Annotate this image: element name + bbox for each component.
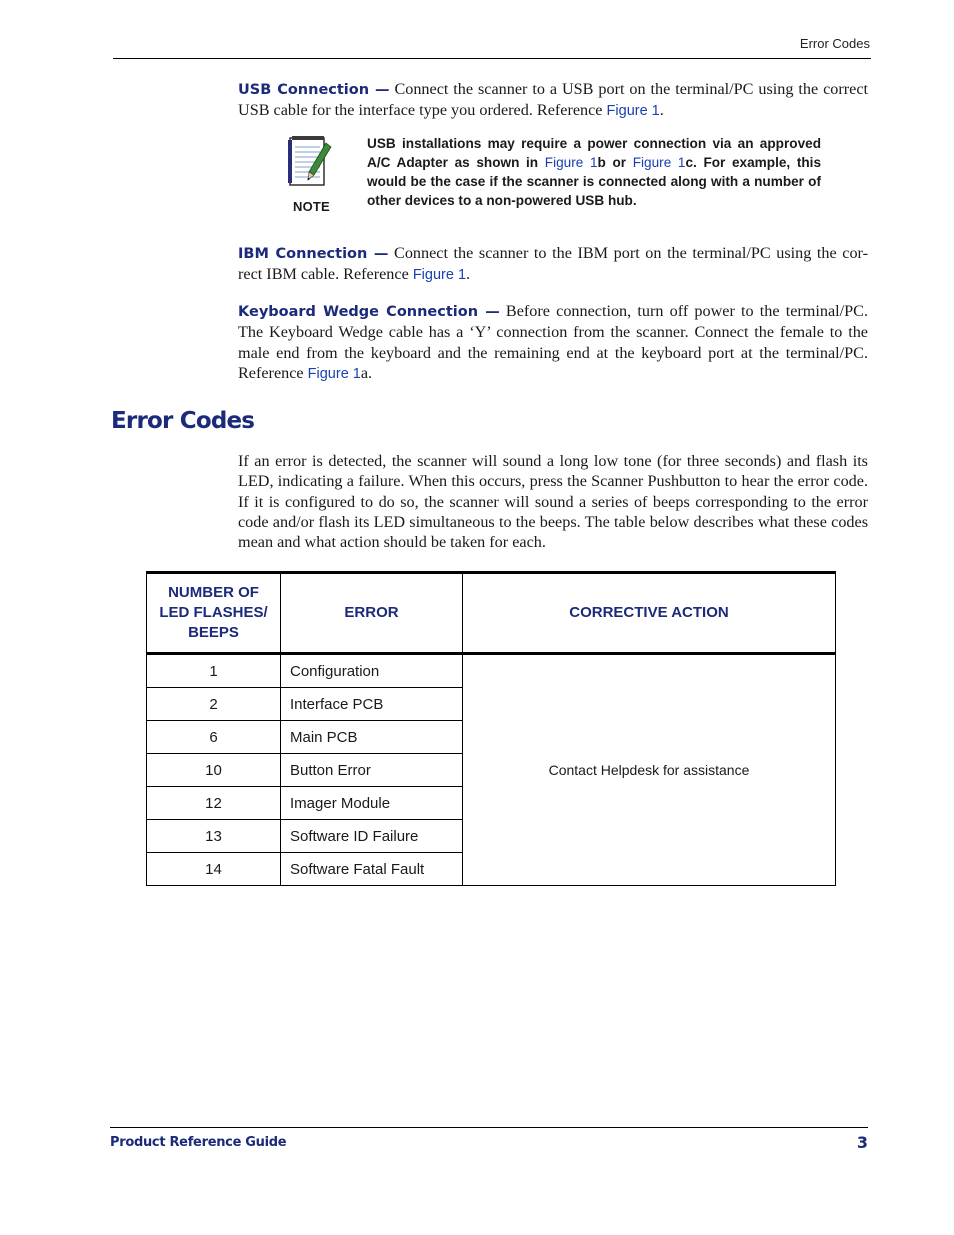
note-label: NOTE — [293, 199, 330, 214]
led-flash-count: 6 — [147, 721, 281, 754]
keyboard-wedge-figure-link[interactable]: Figure 1 — [307, 365, 361, 382]
usb-connection-paragraph: USB Connection — Connect the scanner to a USB port on the terminal/PC using the correct USB cable for the interface type you ordered. Reference Figure 1. — [238, 80, 869, 120]
corrective-action: Contact Helpdesk for assistance — [463, 654, 836, 886]
note-figure-link-1[interactable]: Figure 1 — [544, 155, 598, 170]
keyboard-wedge-text: Before connection, turn off power to the terminal/PC. The Keyboard Wedge cable has a ‘Y’ connection from the scanner. Connect the female to the male end from the keyboard and the remaining end at the keyboard port at the terminal/PC. Reference — [238, 302, 869, 382]
error-name: Imager Module — [281, 787, 463, 820]
led-flash-count: 1 — [147, 654, 281, 688]
header-rule — [113, 58, 871, 59]
keyboard-wedge-heading: Keyboard Wedge Connection — — [238, 304, 500, 320]
ibm-connection-text: Connect the scanner to the IBM port on the terminal/PC using the cor-rect IBM cable. Reference — [238, 244, 869, 284]
error-name: Button Error — [281, 754, 463, 787]
section-title: Error Codes — [111, 408, 255, 434]
led-flash-count: 2 — [147, 688, 281, 721]
header-led-flashes: NUMBER OF LED FLASHES/ BEEPS — [147, 573, 281, 654]
note-figure-link-2[interactable]: Figure 1 — [632, 155, 686, 170]
usb-figure-link[interactable]: Figure 1 — [606, 103, 660, 120]
led-flash-count: 10 — [147, 754, 281, 787]
keyboard-wedge-paragraph: Keyboard Wedge Connection — Before connection, turn off power to the terminal/PC. The Keyboard Wedge cable has a ‘Y’ connection from the scanner. Connect the female to the male end from the keyboard and the remaining end at the keyboard port at the terminal/PC. Reference Figure 1a. — [238, 302, 869, 382]
usb-connection-heading: USB Connection — — [238, 82, 390, 98]
led-flash-count: 13 — [147, 820, 281, 853]
footer-guide-title: Product Reference Guide — [110, 1135, 287, 1150]
running-header: Error Codes — [799, 36, 870, 51]
led-flash-count: 12 — [147, 787, 281, 820]
ibm-figure-link[interactable]: Figure 1 — [412, 267, 467, 284]
intro-paragraph: If an error is detected, the scanner will sound a long low tone (for three seconds) and flash its LED, indicating a failure. When this occurs, press the Scanner Pushbutton to hear the error code. If it is configured to do so, the scanner will sound a series of beeps corresponding to the error code and/or flash its LED simultaneous to the beeps. The table below describes what these codes mean and what action should be taken for each. — [238, 452, 868, 552]
led-flash-count: 14 — [147, 853, 281, 886]
header-error: ERROR — [281, 573, 463, 654]
page-number: 3 — [856, 1133, 868, 1152]
ibm-connection-heading: IBM Connection — — [238, 246, 389, 262]
table-header-row — [147, 573, 836, 654]
error-name: Interface PCB — [281, 688, 463, 721]
usb-connection-text: Connect the scanner to a USB port on the terminal/PC using the correct USB cable for the interface type you ordered. Reference — [238, 80, 869, 120]
error-name: Software ID Failure — [281, 820, 463, 853]
error-name: Configuration — [281, 654, 463, 688]
error-name: Main PCB — [281, 721, 463, 754]
error-codes-table — [146, 571, 836, 886]
header-corrective-action: CORRECTIVE ACTION — [463, 573, 836, 654]
ibm-connection-paragraph: IBM Connection — Connect the scanner to the IBM port on the terminal/PC using the cor-rect IBM cable. Reference Figure 1. — [238, 244, 869, 284]
footer-rule — [110, 1127, 868, 1128]
note-text: USB installations may require a power connection via an approved A/C Adapter as shown in Figure 1b or Figure 1c. For example, this would be the case if the scanner is connected along with a number of other devices to a non-powered USB hub. — [367, 136, 821, 208]
table-row — [147, 654, 836, 688]
note-notepad-icon — [286, 131, 334, 191]
error-name: Software Fatal Fault — [281, 853, 463, 886]
